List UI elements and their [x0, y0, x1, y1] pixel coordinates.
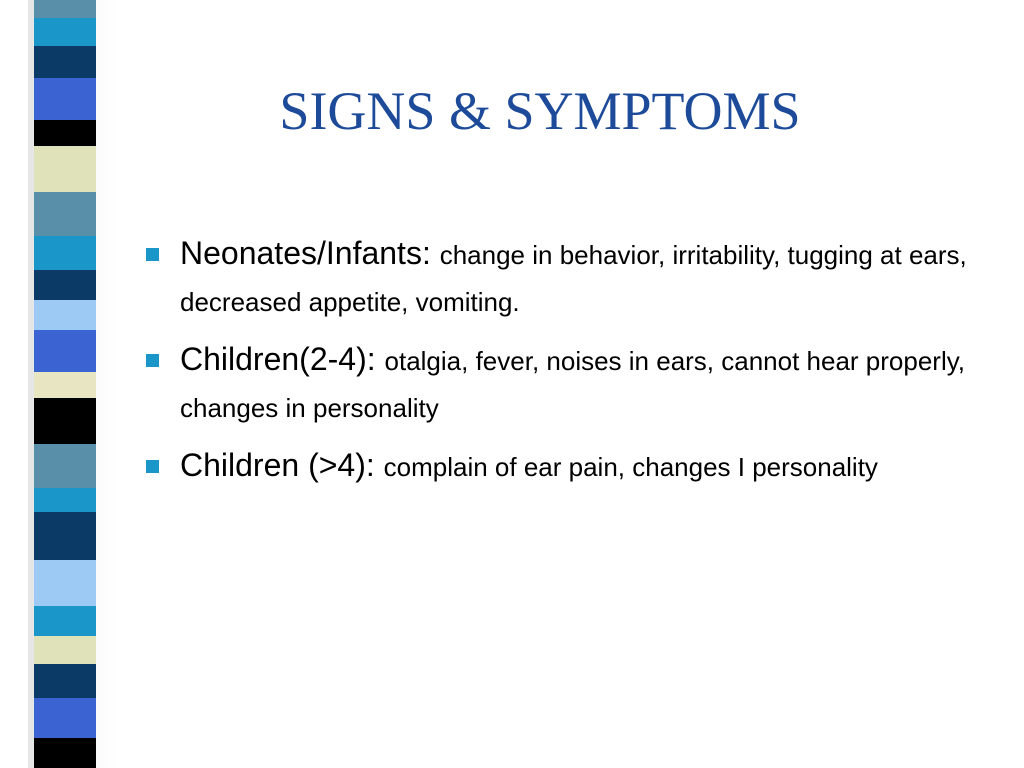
bullet-item: [140, 338, 1000, 434]
stripe-band: [34, 146, 96, 192]
bullet-lead: Children(2-4):: [180, 341, 385, 377]
stripe-band: [34, 46, 96, 78]
stripe-band: [34, 738, 96, 768]
bullet-detail: complain of ear pain, changes I personality: [383, 452, 878, 482]
stripe-band: [34, 120, 96, 146]
stripe-band: [34, 664, 96, 698]
stripe-band: [34, 330, 96, 372]
bullet-detail: otalgia, fever, noises in ears, cannot hear properly, changes in personality: [180, 346, 966, 423]
stripe-band: [34, 606, 96, 636]
square-bullet-icon: [146, 248, 159, 261]
stripe-band: [34, 18, 96, 46]
stripe-band: [34, 512, 96, 560]
bullet-item: [140, 444, 1000, 493]
stripe-band: [34, 488, 96, 512]
stripe-band: [34, 372, 96, 398]
stripe-band: [34, 698, 96, 738]
stripe-band: [34, 300, 96, 330]
stripe-band: [34, 192, 96, 236]
square-bullet-icon: [146, 460, 159, 473]
square-bullet-icon: [146, 354, 159, 367]
bullet-lead: Neonates/Infants:: [180, 235, 440, 271]
bullet-list: [140, 232, 1000, 503]
stripe-band: [34, 398, 96, 444]
bullet-item: [140, 232, 1000, 328]
stripe-band: [34, 560, 96, 606]
stripe-band: [34, 0, 96, 18]
slide-title: SIGNS & SYMPTOMS: [279, 81, 801, 141]
stripe-band: [34, 236, 96, 270]
stripe-band: [34, 444, 96, 488]
decorative-stripe: [34, 0, 96, 768]
stripe-band: [34, 270, 96, 300]
bullet-detail: change in behavior, irritability, tugging at ears, decreased appetite, vomiting.: [180, 240, 967, 317]
stripe-band: [34, 78, 96, 120]
bullet-lead: Children (>4):: [180, 447, 384, 483]
stripe-band: [34, 636, 96, 664]
